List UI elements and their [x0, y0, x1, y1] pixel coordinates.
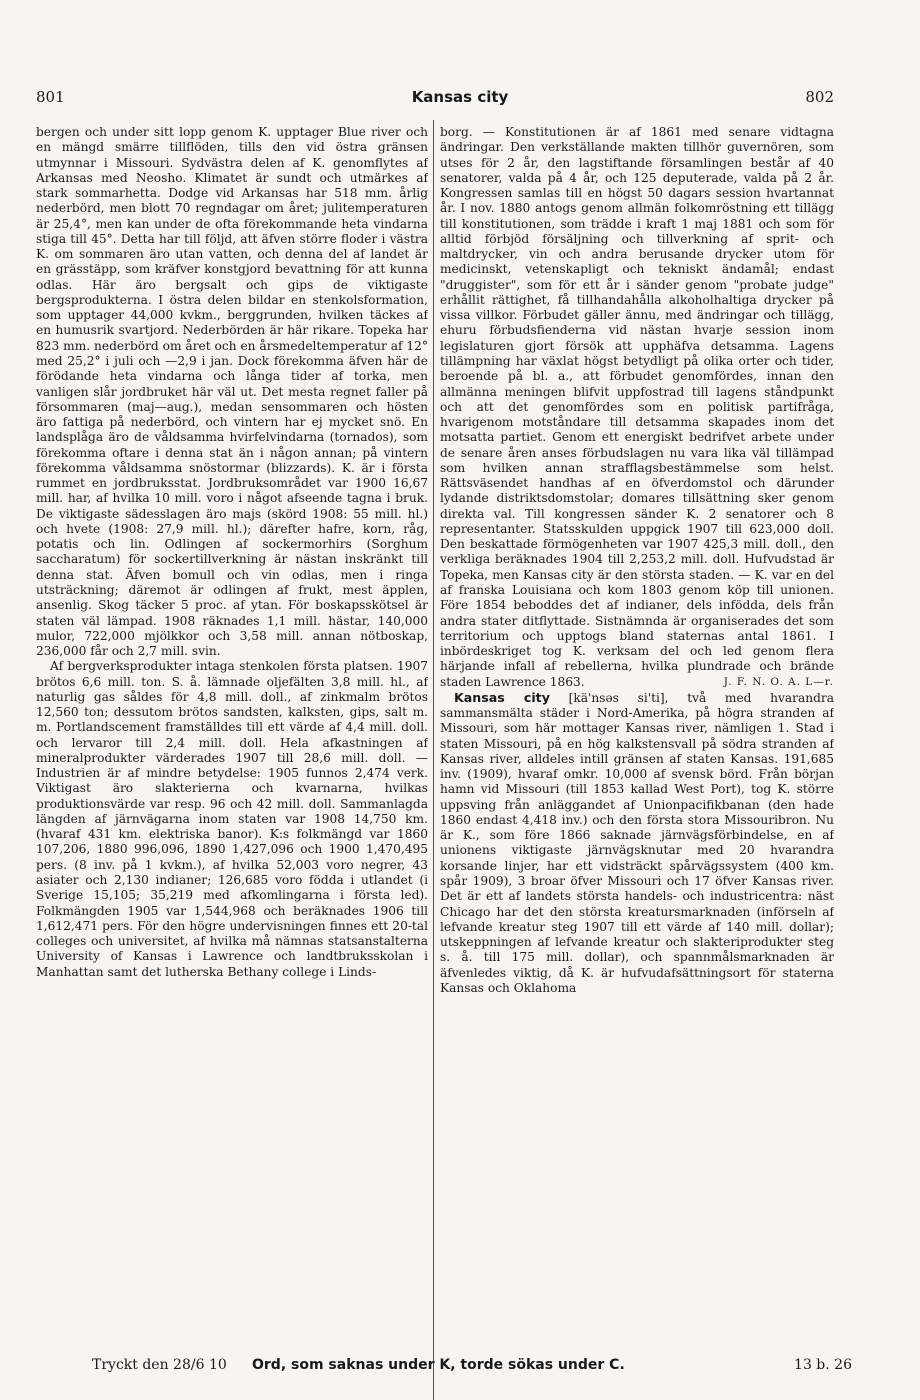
left-paragraph-2: Af bergverksprodukter intaga stenkolen första platsen. 1907 brötos 6,6 mill. ton. S. å. lämnade oljefälten 3,8 mill. hl., af naturlig gas såldes för 4,8 mill. doll., af zinkmalm brötos 12,560 ton; dessutom brötos sandsten, kalksten, gips, salt m. m. Portlandscement framställdes till ett värde af 4,4 mill. doll. och lervaror till 2,4 mill. doll. Hela afkastningen af mineralprodukter värderades 1907 till 28,6 mill. doll. — Industrien är af mindre betydelse: 1905 funnos 2,474 verk. Viktigast äro slakterierna och kvarnarna, hvilkas produktionsvärde var resp. 96 och 42 mill. doll. Sammanlagda längden af järnvägarna inom staten var 1908 14,750 km. (hvaraf 431 km. elektriska banor). K:s folkmängd var 1860 107,206, 1880 996,096, 1890 1,427,096 och 1900 1,470,495 pers. (8 inv. på 1 kvkm.), af hvilka 52,003 voro negrer, 43 asiater och 2,130 indianer; 126,685 voro födda i utlandet (i Sverige 15,105; 35,219 med afkomlingarna i första led). Folkmängden 1905 var 1,544,968 och beräknades 1906 till 1,612,471 pers. För den högre undervisningen finnes ett 20-tal colleges och universitet, af hvilka må nämnas statsanstalterna University of Kansas i Lawrence och landtbruksskolan i Manhattan samt det lutherska Bethany college i Linds- [36, 659, 428, 979]
running-title: Kansas city [411, 88, 509, 106]
entry-kansas-city [440, 690, 834, 996]
entry-pronunciation: [kä'nsəs si'ti], [568, 690, 669, 705]
sheet-signature: 13 b. 26 [794, 1357, 852, 1373]
footer-note: Ord, som saknas under K, torde sökas under C. [252, 1357, 625, 1373]
right-paragraph-1-text: borg. — Konstitutionen är af 1861 med senare vidtagna ändringar. Den verkställande makten tillhör guvernören, som utses för 2 år, den lagstiftande församlingen består af 40 senatorer, valda på 4 år, och 125 deputerade, valda på 2 år. Kongressen samlas till en högst 50 dagars session hvartannat år. I nov. 1880 antogs genom allmän folkomröstning ett tillägg till konstitutionen, som trädde i kraft 1 maj 1881 och som för alltid förbjöd försäljning och tillverkning af sprit- och maltdrycker, vin och andra berusande drycker utom för medicinskt, vetenskapligt och tekniskt ändamål; endast "druggister", som för ett år i sänder genom "probate judge" erhållit rättighet, få tillhandahålla alkoholhaltiga drycker på vissa villkor. Förbudet gäller ännu, med ändringar och tillägg, ehuru förbudsfienderna vid nästan hvarje session inom legislaturen gjort försök att upphäfva detsamma. Lagens tillämpning har växlat högst betydligt på olika orter och tider, beroende på bl. a., att förbudet genomfördes, innan den allmänna meningen blifvit uppfostrad till lagens ståndpunkt och att det genomfördes som en politisk partifråga, hvarigenom motståndare till detsamma skapades inom det motsatta partiet. Genom ett energiskt bedrifvet arbete under de senare åren anses förbudslagen nu vara lika väl tillämpad som hvilken annan strafflagsbestämmelse som helst. Rättsväsendet handhas af en öfverdomstol och därunder lydande distriktsdomstolar; domares tillsättning sker genom direkta val. Till kongressen sänder K. 2 senatorer och 8 representanter. Statsskulden uppgick 1907 till 623,000 doll. Den beskattade förmögenheten var 1907 425,3 mill. doll., den verkliga beräknades 1904 till 2,253,2 mill. doll. Hufvudstad är Topeka, men Kansas city är den största staden. — K. var en del af franska Louisiana och kom 1803 genom köp till unionen. Före 1854 beboddes det af indianer, dels infödda, dels från andra stater ditflyttade. Sistnämnda är organiserades det som territorium och upptogs bland staternas antal 1861. I inbördeskriget tog K. verksam del och led genom flera härjande infall af rebellerna, hvilka plundrade och brände staden Lawrence 1863. [440, 125, 834, 689]
entry-headword: Kansas city [454, 689, 550, 705]
page-number-left: 801 [36, 88, 65, 106]
right-paragraph-1 [440, 125, 834, 690]
right-column [440, 125, 834, 1395]
print-date: Tryckt den 28/6 10 [92, 1357, 227, 1373]
page-number-right: 802 [805, 88, 834, 106]
entry-text: två med hvarandra sammansmälta städer i Nord-Amerika, på högra stranden af Missouri, som här mottager Kansas river, nämligen 1. Stad i staten Missouri, på en hög kalkstensvall på södra stranden af Kansas river, alldeles intill gränsen af staten Kansas. 191,685 inv. (1909), hvaraf omkr. 10,000 af svensk börd. Från början hamn vid Missouri (till 1853 kallad West Port), tog K. större uppsving från anläggandet af Unionpacifikbanan (den hade 1860 endast 4,418 inv.) och den första stora Missouribron. Nu är K., som före 1866 saknade järnvägsförbindelse, en af unionens viktigaste järnvägsknutar med 20 hvarandra korsande linjer, har ett vidsträckt spårvägssystem (400 km. spår 1909), 3 broar öfver Missouri och 17 öfver Kansas river. Det är ett af landets största handels- och industricentra: näst Chicago har det den största kreatursmarknaden (införseln af lefvande kreatur steg 1907 till ett värde af 140 mill. dollar); utskeppningen af lefvande kreatur och slakteriprodukter steg s. å. till 175 mill. dollar), och spannmålsmarknaden är äfvenledes viktig, då K. är hufvudafsättningsort för staterna Kansas och Oklahoma [440, 690, 834, 995]
column-divider [433, 120, 434, 1400]
left-column [36, 125, 428, 1395]
author-signature: J. F. N. O. A. L—r. [723, 675, 834, 688]
left-paragraph-1: bergen och under sitt lopp genom K. upptager Blue river och en mängd smärre tillflöden, tills den vid östra gränsen utmynnar i Missouri. Sydvästra delen af K. genomflytes af Arkansas med Neosho. Klimatet är sundt och utmärkes af stark sommarhetta. Dodge vid Arkansas har 518 mm. årlig nederbörd, men blott 70 regndagar om året; julitemperaturen är 25,4°, men kan under de ofta förekommande heta vindarna stiga till 45°. Detta har till följd, att äfven större floder i västra K. om sommaren äro utan vatten, och denna del af landet är en grässtäpp, som kräfver konstgjord bevattning för att kunna odlas. Här äro bergsalt och gips de viktigaste bergsprodukterna. I östra delen bildar en stenkolsformation, som upptager 44,000 kvkm., berggrunden, hvilken täckes af en humusrik svartjord. Nederbörden är här rikare. Topeka har 823 mm. nederbörd om året och en årsmedeltemperatur af 12° med 25,2° i juli och —2,9 i jan. Dock förekomma äfven här de förödande heta vindarna och långa tider af torka, men vanligen slår jordbruket här väl ut. Det mesta regnet faller på försommaren (maj—aug.), medan sensommaren och hösten äro fattiga på nederbörd, och vintern har ej mycket snö. En landsplåga äro de våldsamma hvirfelvindarna (tornados), som förekomma oftare i denna stat än i någon annan; på vintern förekomma våldsamma snöstormar (blizzards). K. är i första rummet en jordbruksstat. Jordbruksområdet var 1900 16,67 mill. har, af hvilka 10 mill. voro i något afseende tagna i bruk. De viktigaste sädesslagen äro majs (skörd 1908: 55 mill. hl.) och hvete (1908: 27,9 mill. hl.); därefter hafre, korn, råg, potatis och lin. Odlingen af sockermorhirs (Sorghum saccharatum) för sockertillverkning är nästan inskränkt till denna stat. Äfven bomull och vin odlas, men i ringa utsträckning; däremot är odlingen af frukt, mest äpplen, ansenlig. Skog täcker 5 proc. af ytan. För boskapsskötsel är staten väl lämpad. 1908 räknades 1,1 mill. hästar, 140,000 mulor, 722,000 mjölkkor och 3,58 mill. annan nötboskap, 236,000 får och 2,7 mill. svin. [36, 125, 428, 659]
